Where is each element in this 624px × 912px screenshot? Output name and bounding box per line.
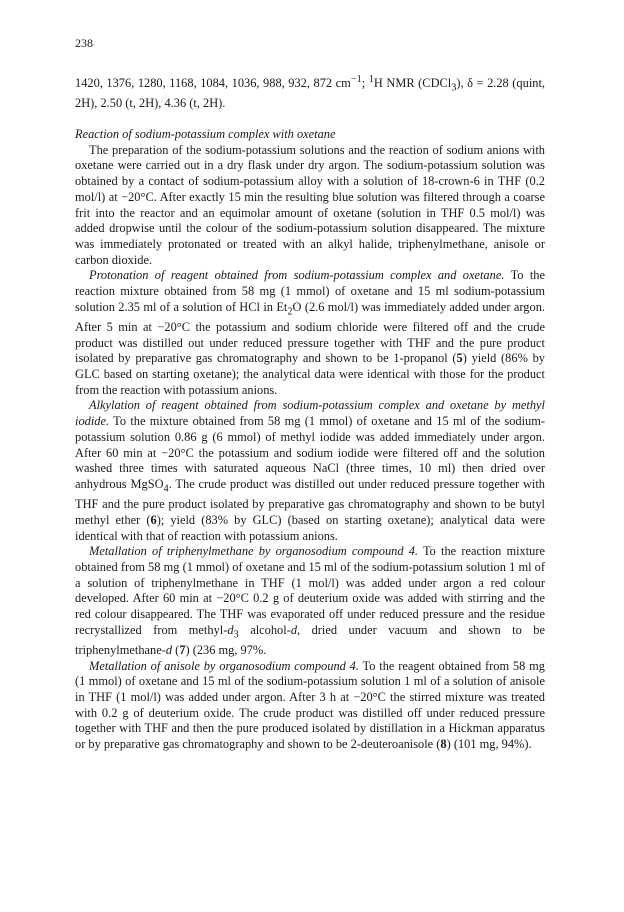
text-run: , dried under vacuum and shown to be triphenylmethane- (75, 622, 545, 657)
italic-text: d (227, 622, 234, 637)
script-text: 4 (163, 483, 169, 495)
text-run: O (2.6 mol/l) was immediately added under argon. After 5 min at −20°C the potassium and sodium chloride were filtered off and the crude product was distilled out under reduced pressure together with THF and the pure product isolated by preparative gas chromatography and shown to be 1-propanol ( (75, 299, 545, 366)
text-run: ( (172, 642, 180, 657)
alkylation-paragraph (75, 398, 545, 544)
text-run: ) yield (86% by GLC based on starting oxetane); the analytical data were identical with those for the product from the reaction with potassium anions. (75, 351, 545, 397)
body-text (75, 72, 545, 753)
metallation-anisole-paragraph (75, 659, 545, 753)
page-number: 238 (75, 36, 93, 50)
italic-text: d (290, 622, 298, 637)
script-text: 3 (451, 82, 457, 94)
compound-number: 7 (179, 642, 186, 657)
reaction-paragraph (75, 143, 545, 269)
text-run: To the reagent obtained from 58 mg (1 mmol) of oxetane and 15 ml of the sodium-potassium solution 1 ml of a solution of anisole in THF (1 mol/l) was added under argon. After 3 h at −20°C the stirred mixture was treated with 0.2 g of deuterium oxide. The crude product was distilled off under reduced pressure together with THF and then the pure produced isolated by distillation in a Hickman apparatus or by preparative gas chromatography and shown to be 2-deuteroanisole ( (75, 658, 545, 752)
italic-text: Metallation of triphenylmethane by organosodium compound 4. (89, 544, 418, 559)
text-run: The preparation of the sodium-potassium solutions and the reaction of sodium anions with oxetane were carried out in a dry flask under dry argon. The sodium-potassium solution was obtained by a contact of sodium-potassium alloy with a solution of 18-crown-6 in THF (0.2 mol/l) at −20°C. After exactly 15 min the resulting blue solution was filtered through a coarse frit into the reactor and an equimolar amount of oxetane (solution in THF 0.5 mol/l) was added dropwise until the colour of the sodium-potassium solution disappeared. The mixture was immediately protonated or treated with an alkyl halide, triphenylmethane, anisole or carbon dioxide. (75, 142, 545, 267)
text-run: To the reaction mixture obtained from 58 mg (1 mmol) of oxetane and 15 ml of the sodium-potassium solution 1 ml of a solution of triphenylmethane in THF (1 mol/l) was added under argon a red colour developed. After 60 min at −20°C 0.2 g of deuterium oxide was added with stirring and the red colour disappeared. The THF was evaporated off under reduced pressure and the residue recrystallized from methyl- (75, 544, 545, 637)
text-run: 1420, 1376, 1280, 1168, 1084, 1036, 988, 932, 872 cm (75, 76, 351, 91)
intro-continued-paragraph (75, 72, 545, 112)
italic-text: d (165, 642, 173, 657)
italic-text: Alkylation of reagent obtained from sodium-potassium complex and oxetane by methyl iodide. (75, 398, 545, 429)
text-run: . The crude product was distilled out under reduced pressure together with THF and the pure product isolated by preparative gas chromatography and shown to be butyl methyl ether ( (75, 476, 545, 527)
section-gap (75, 112, 545, 127)
text-run: To the mixture obtained from 58 mg (1 mmol) of oxetane and 15 ml of the sodium-potassium solution 0.86 g (6 mmol) of methyl iodide was added immediately under argon. After 60 min at −20°C the potassium and sodium iodide were filtered off and the solution washed three times with saturated aqueous NaCl (three times, 10 ml) then dried over anhydrous MgSO (75, 414, 545, 491)
script-text: 3 (233, 629, 239, 641)
text-run: ; (361, 76, 369, 91)
text-run: ) (236 mg, 97%. (185, 642, 267, 657)
text-run: To the reaction mixture obtained from 58 mg (1 mmol) of oxetane and 15 ml sodium-potassium solution 2.35 ml of a solution of HCl in Et (75, 268, 545, 314)
text-run: H NMR (CDCl (373, 76, 452, 91)
compound-number: 5 (456, 351, 463, 366)
italic-text: Reaction of sodium-potassium complex with oxetane (75, 127, 336, 141)
text-run: alcohol- (238, 622, 291, 637)
protonation-paragraph (75, 268, 545, 398)
script-text: 1 (368, 74, 374, 85)
compound-number: 8 (440, 737, 447, 752)
italic-text: Metallation of anisole by organosodium compound 4. (89, 658, 359, 673)
text-run: ), δ = 2.28 (quint, 2H), 2.50 (t, 2H), 4.36 (t, 2H). (75, 76, 545, 111)
text-run: ); yield (83% by GLC) (based on starting oxetane); analytical data were identical with that of reaction with potassium anions. (75, 512, 545, 543)
compound-number: 6 (150, 512, 157, 527)
script-text: 2 (287, 306, 293, 318)
italic-text: Protonation of reagent obtained from sodium-potassium complex and oxetane. (89, 268, 505, 283)
section-heading (75, 127, 545, 143)
text-run: ) (101 mg, 94%). (446, 737, 532, 752)
script-text: −1 (350, 74, 362, 85)
metallation-triphenylmethane-paragraph (75, 544, 545, 658)
